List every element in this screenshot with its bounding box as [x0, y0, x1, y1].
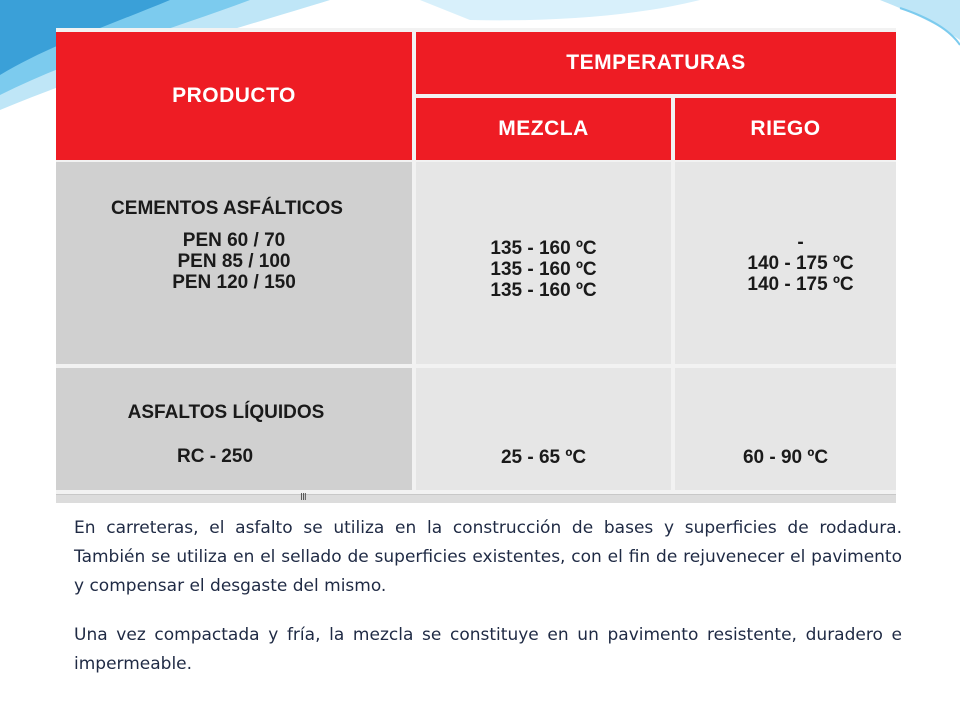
header-producto-label: PRODUCTO — [172, 84, 296, 107]
mezcla-value: 25 - 65 ºC — [500, 447, 587, 468]
product-item: PEN 120 / 150 — [172, 272, 296, 293]
product-item: PEN 60 / 70 — [182, 230, 286, 251]
row-asfaltos-producto — [56, 368, 412, 490]
riego-value: - — [797, 231, 804, 253]
header-riego — [675, 98, 896, 160]
header-mezcla-label: MEZCLA — [498, 117, 589, 140]
row-cementos-riego — [675, 162, 896, 364]
paragraph: En carreteras, el asfalto se utiliza en la construcción de bases y superficies de rodadura. También se utiliza en el sellado de superficies existentes, con el fin de rejuvenecer el pavimento y compensar el desgaste del mismo. — [74, 518, 902, 596]
riego-value: 140 - 175 ºC — [747, 252, 854, 274]
row-asfaltos-mezcla — [416, 368, 671, 490]
temperature-table — [56, 28, 896, 502]
body-text — [74, 514, 902, 699]
riego-value: 140 - 175 ºC — [747, 273, 854, 295]
row-cementos-producto — [56, 162, 412, 364]
mezcla-value: 135 - 160 ºC — [490, 258, 597, 280]
header-mezcla — [416, 98, 671, 160]
header-producto — [56, 32, 412, 160]
riego-value: 60 - 90 ºC — [742, 447, 829, 468]
product-item: PEN 85 / 100 — [177, 251, 291, 272]
category-label: CEMENTOS ASFÁLTICOS — [111, 198, 343, 219]
product-item: RC - 250 — [176, 446, 254, 467]
row-asfaltos-riego — [675, 368, 896, 490]
row-cementos-mezcla — [416, 162, 671, 364]
header-temperaturas — [416, 32, 896, 94]
mezcla-value: 135 - 160 ºC — [490, 237, 597, 259]
scrollbar-grip[interactable]: III — [300, 492, 306, 503]
category-label: ASFALTOS LÍQUIDOS — [127, 402, 325, 423]
header-riego-label: RIEGO — [750, 117, 821, 140]
horizontal-scrollbar[interactable] — [56, 494, 896, 503]
header-temperaturas-label: TEMPERATURAS — [566, 51, 746, 74]
paragraph: Una vez compactada y fría, la mezcla se constituye en un pavimento resistente, duradero e impermeable. — [74, 625, 902, 674]
mezcla-value: 135 - 160 ºC — [490, 279, 597, 301]
